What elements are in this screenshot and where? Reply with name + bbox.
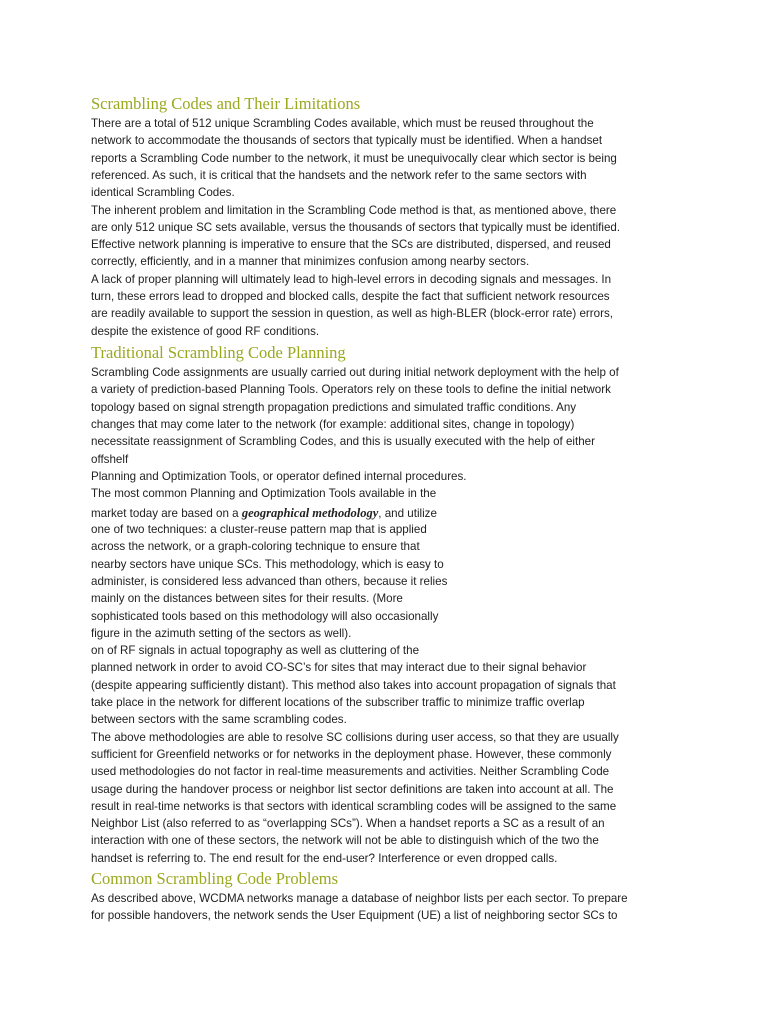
- paragraph-line: The inherent problem and limitation in the Scrambling Code method is that, as mentioned above, there: [91, 203, 617, 217]
- paragraph-line: Effective network planning is imperative to ensure that the SCs are distributed, dispersed, and reused: [91, 238, 611, 252]
- paragraph-line: take place in the network for different locations of the subscriber traffic to minimize traffic overlap: [91, 696, 585, 709]
- paragraph-line: Planning and Optimization Tools, or operator defined internal procedures.: [91, 469, 467, 483]
- paragraph-line: between sectors with the same scrambling codes.: [91, 713, 347, 727]
- paragraph-line: administer, is considered less advanced than others, because it relies: [91, 574, 448, 588]
- paragraph-line-geographical: [91, 505, 437, 522]
- paragraph-line: Neighbor List (also referred to as “overlapping SCs”). When a handset reports a SC as a result of an: [91, 817, 605, 831]
- paragraph-line: nearby sectors have unique SCs. This methodology, which is easy to: [91, 557, 444, 571]
- paragraph-line: The above methodologies are able to resolve SC collisions during user access, so that they are usually: [91, 730, 619, 744]
- paragraph-line: Scrambling Code assignments are usually carried out during initial network deployment with the help of: [91, 366, 619, 379]
- paragraph-line: handset is referring to. The end result for the end-user? Interference or even dropped calls.: [91, 851, 558, 865]
- paragraph-line: (despite appearing sufficiently distant). This method also takes into account propagation of signals that: [91, 678, 616, 692]
- paragraph-line: sufficient for Greenfield networks or for networks in the deployment phase. However, these commonly: [91, 747, 612, 761]
- paragraph-line: The most common Planning and Optimization Tools available in the: [91, 487, 437, 501]
- paragraph-line: interaction with one of these sectors, the network will not be able to distinguish which of the two the: [91, 834, 599, 848]
- paragraph-line: used methodologies do not factor in real-time measurements and activities. Neither Scrambling Code: [91, 765, 610, 779]
- paragraph-line: changes that may come later to the network (for example: additional sites, change in topology): [91, 417, 575, 431]
- paragraph-line: a variety of prediction-based Planning Tools. Operators rely on these tools to define the initial network: [91, 383, 611, 397]
- paragraph-line: sophisticated tools based on this methodology will also occasionally: [91, 609, 439, 623]
- paragraph-line: across the network, or a graph-coloring technique to ensure that: [91, 540, 420, 554]
- paragraph-line: result in real-time networks is that sectors with identical scrambling codes will be assigned to the same: [91, 799, 617, 813]
- paragraph-line: identical Scrambling Codes.: [91, 186, 235, 200]
- paragraph-line: topology based on signal strength propagation predictions and simulated traffic conditions. Any: [91, 400, 577, 414]
- paragraph-line: There are a total of 512 unique Scrambling Codes available, which must be reused throughout the: [91, 117, 594, 130]
- heading-common-problems: Common Scrambling Code Problems: [91, 869, 339, 888]
- paragraph-line: are readily available to support the session in question, as well as high-BLER (block-error rate) errors,: [91, 307, 613, 321]
- paragraph-line: despite the existence of good RF conditions.: [91, 324, 320, 338]
- geo-line-pre: market today are based on a: [91, 507, 242, 520]
- paragraph-line: turn, these errors lead to dropped and blocked calls, despite the fact that sufficient network resources: [91, 290, 610, 303]
- paragraph-line: are only 512 unique SC sets available, versus the thousands of sectors that typically must be identified.: [91, 220, 621, 234]
- paragraph-line: on of RF signals in actual topography as well as cluttering of the: [91, 644, 420, 658]
- paragraph-line: for possible handovers, the network sends the User Equipment (UE) a list of neighboring sector SCs to: [91, 909, 618, 923]
- paragraph-line: mainly on the distances between sites for their results. (More: [91, 592, 403, 606]
- paragraph-line: figure in the azimuth setting of the sectors as well).: [91, 626, 352, 640]
- paragraph-line: one of two techniques: a cluster-reuse pattern map that is applied: [91, 523, 427, 536]
- paragraph-line: referenced. As such, it is critical that the handsets and the network refer to the same sectors with: [91, 168, 587, 182]
- geographical-methodology-emphasis: geographical methodology: [241, 506, 379, 520]
- heading-traditional-planning: Traditional Scrambling Code Planning: [91, 343, 346, 362]
- paragraph-line: usage during the handover process or neighbor list sector definitions are taken into account at all. The: [91, 782, 614, 796]
- paragraph-line: correctly, efficiently, and in a manner that minimizes confusion among nearby sectors.: [91, 255, 530, 269]
- paragraph-line: reports a Scrambling Code number to the network, it must be unequivocally clear which sector is being: [91, 151, 617, 165]
- paragraph-line: network to accommodate the thousands of sectors that typically must be identified. When a handset: [91, 134, 603, 148]
- paragraph-line: necessitate reassignment of Scrambling Codes, and this is usually executed with the help of either: [91, 435, 595, 449]
- paragraph-line: A lack of proper planning will ultimately lead to high-level errors in decoding signals and messages. In: [91, 272, 612, 286]
- paragraph-line: offshelf: [91, 452, 129, 466]
- heading-scrambling-codes-limitations: Scrambling Codes and Their Limitations: [91, 94, 361, 113]
- paragraph-line: planned network in order to avoid CO-SC’s for sites that may interact due to their signal behavior: [91, 661, 587, 675]
- geo-line-post: , and utilize: [378, 507, 437, 520]
- paragraph-line: As described above, WCDMA networks manage a database of neighbor lists per each sector. To prepare: [91, 892, 628, 905]
